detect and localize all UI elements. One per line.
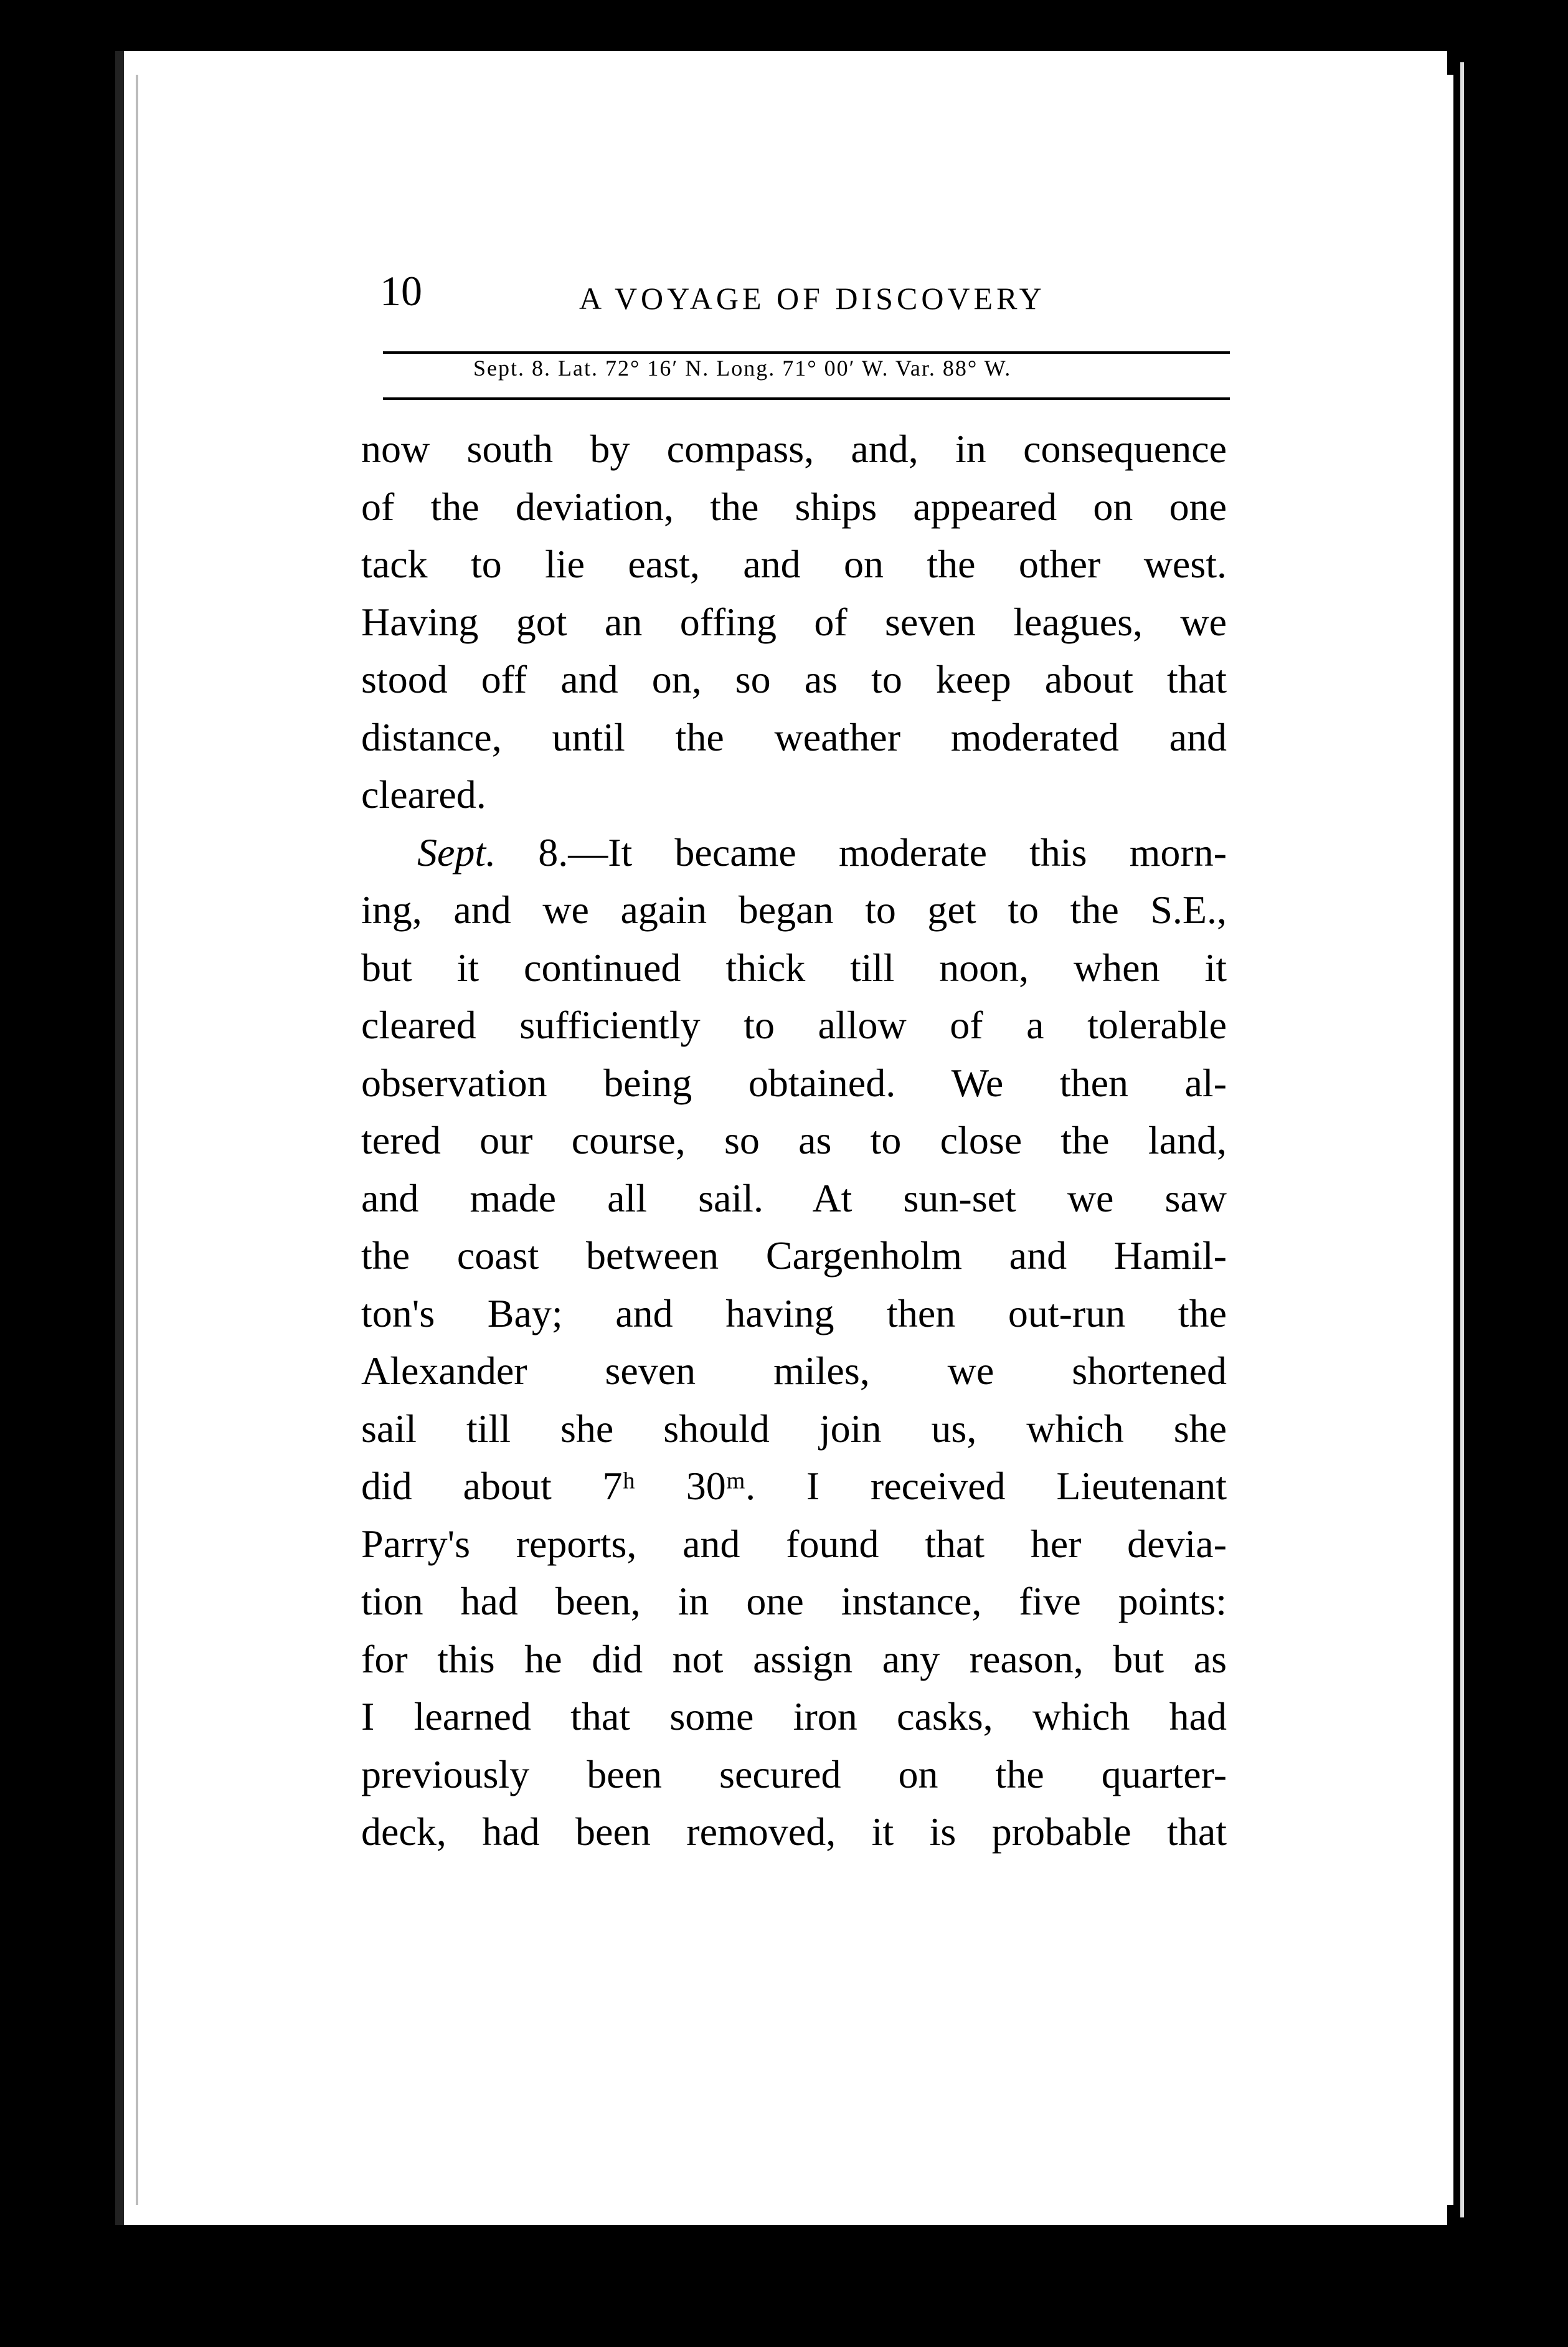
text-line: ton's Bay; and having then out-run the <box>361 1291 1227 1335</box>
text-line: tack to lie east, and on the other west. <box>361 542 1227 586</box>
text-line: observation being obtained. We then al- <box>361 1060 1227 1105</box>
text-line: cleared. <box>361 772 486 817</box>
running-title: A VOYAGE OF DISCOVERY <box>579 281 1046 316</box>
text-line: —It became moderate this morn- <box>568 830 1227 875</box>
marginal-note: Sept. 8. Lat. 72° 16′ N. Long. 71° 00′ W. Var. 88° W. <box>473 356 1012 381</box>
page-edge <box>1445 75 1453 2205</box>
text-line: but it continued thick till noon, when it <box>361 945 1227 990</box>
text-line: Having got an offing of seven leagues, we <box>361 599 1227 644</box>
text-line: tion had been, in one instance, five points: <box>361 1579 1227 1623</box>
gutter-shadow <box>136 75 138 2205</box>
page-number: 10 <box>380 267 422 315</box>
text-line: stood off and on, so as to keep about that <box>361 657 1227 701</box>
paragraph-start-line <box>361 824 1227 882</box>
date-number: 8. <box>538 830 569 875</box>
text-line: Alexander seven miles, we shortened <box>361 1349 1227 1393</box>
date-label: Sept. <box>417 830 496 875</box>
text-line: Parry's reports, and found that her devia- <box>361 1521 1227 1566</box>
text-line: I learned that some iron casks, which had <box>361 1694 1227 1738</box>
text-line: previously been secured on the quarter- <box>361 1752 1227 1796</box>
header-rule-top <box>383 351 1230 354</box>
text-line: deck, had been removed, it is probable that <box>361 1809 1227 1854</box>
page-edge-shadow <box>1460 62 1464 2217</box>
header-rule-bottom <box>383 397 1230 400</box>
body-text <box>361 420 1227 1861</box>
running-head <box>380 267 1239 323</box>
text-line: tered our course, so as to close the land, <box>361 1118 1227 1162</box>
text-line: sail till she should join us, which she <box>361 1406 1227 1451</box>
text-line: ing, and we again began to get to the S.E., <box>361 888 1227 932</box>
text-line: distance, until the weather moderated and <box>361 714 1227 759</box>
text-line: of the deviation, the ships appeared on one <box>361 484 1227 529</box>
text-line: now south by compass, and, in consequence <box>361 427 1227 471</box>
text-line: did about 7ʰ 30ᵐ. I received Lieutenant <box>361 1464 1227 1508</box>
text-line: the coast between Cargenholm and Hamil- <box>361 1233 1227 1278</box>
text-line: cleared sufficiently to allow of a tolerable <box>361 1003 1227 1047</box>
text-line: for this he did not assign any reason, but as <box>361 1636 1227 1681</box>
text-line: and made all sail. At sun-set we saw <box>361 1175 1227 1220</box>
